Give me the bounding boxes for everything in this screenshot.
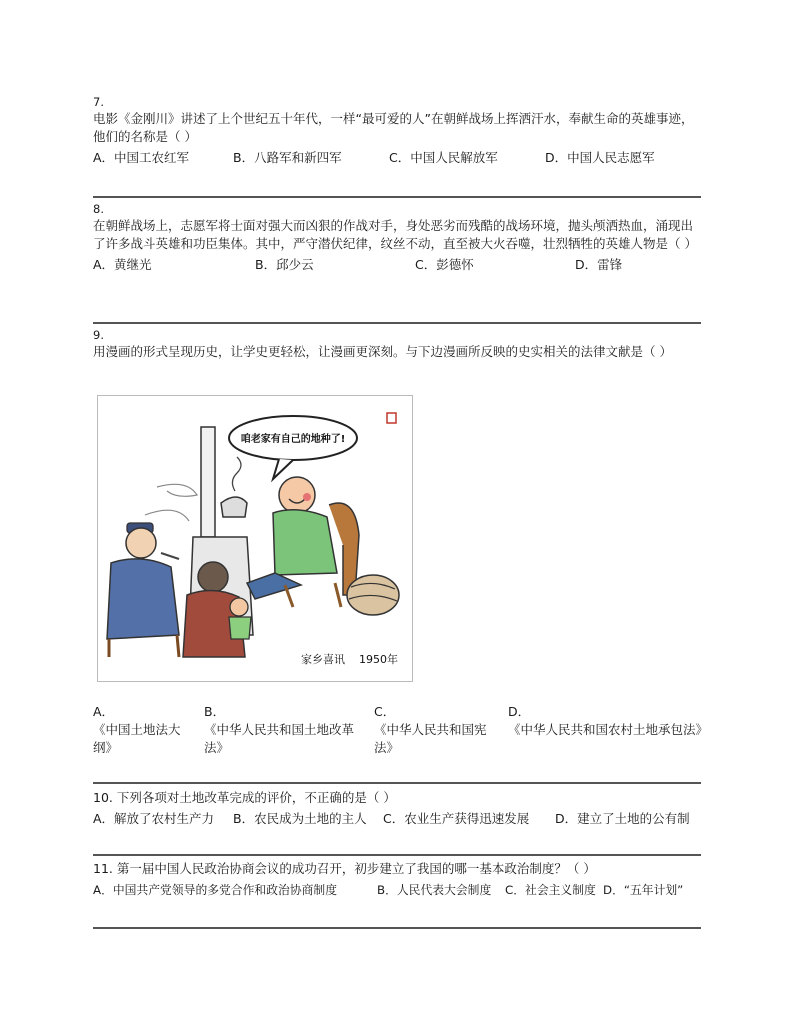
option-a[interactable]: [93, 703, 195, 757]
question-stem: 电影《金刚川》讲述了上个世纪五十年代，一样“最可爱的人”在朝鲜战场上挥洒汗水，奉献生命的英雄事迹，他们的名称是（ ）: [93, 111, 694, 144]
question-number: 7.: [93, 95, 104, 109]
option-c[interactable]: C．彭德怀: [415, 257, 474, 272]
option-b[interactable]: B．农民成为土地的主人: [233, 811, 367, 826]
option-c[interactable]: C．中国人民解放军: [389, 150, 498, 165]
speech-text: 咱老家有自己的地种了!: [240, 434, 346, 445]
option-d[interactable]: D．中国人民志愿军: [545, 150, 655, 165]
question-stem: 用漫画的形式呈现历史，让学史更轻松，让漫画更深刻。与下边漫画所反映的史实相关的法律文献是（ ）: [93, 344, 672, 359]
man-head: [126, 528, 156, 558]
option-text: 《中国土地法大纲》: [93, 722, 181, 755]
question-stem: 10. 下列各项对土地改革完成的评价，不正确的是（ ）: [93, 790, 396, 805]
cartoon-image: [97, 395, 413, 682]
option-d[interactable]: D．雷锋: [575, 257, 623, 272]
option-a[interactable]: A．中国共产党领导的多党合作和政治协商制度: [93, 883, 338, 897]
option-c[interactable]: C．社会主义制度: [505, 883, 596, 897]
options-row: [93, 149, 703, 167]
question-number: 9.: [93, 328, 104, 342]
farmer-jacket: [273, 510, 337, 575]
divider: [93, 927, 701, 929]
divider: [93, 196, 701, 198]
option-d[interactable]: D．“五年计划”: [603, 883, 684, 897]
question-stem: 11. 第一届中国人民政治协商会议的成功召开，初步建立了我国的哪一基本政治制度？（ ）: [93, 861, 596, 876]
cartoon-caption-year: 1950年: [359, 653, 398, 666]
option-a[interactable]: A．解放了农村生产力: [93, 811, 215, 826]
option-c[interactable]: [374, 703, 504, 757]
question-8: [93, 201, 703, 274]
option-c[interactable]: C．农业生产获得迅速发展: [383, 811, 530, 826]
option-d[interactable]: [508, 703, 709, 739]
question-stem: 在朝鲜战场上，志愿军将士面对强大而凶狠的作战对手，身处恶劣而残酷的战场环境，抛头颅洒热血，涌现出了许多战斗英雄和功臣集体。其中，严守潜伏纪律，纹丝不动，直至被大火吞噬，壮烈牺牲的英雄人物是（ ）: [93, 218, 697, 251]
option-letter: D．: [508, 704, 531, 719]
question-10: [93, 789, 703, 828]
woman-head: [198, 562, 228, 592]
child-head: [230, 598, 248, 616]
stove-pipe: [201, 427, 215, 537]
options-row: [93, 881, 703, 899]
options-row: [93, 810, 703, 828]
divider: [93, 322, 701, 324]
option-letter: B．: [204, 704, 226, 719]
question-11: [93, 860, 703, 899]
option-text: 《中华人民共和国宪法》: [374, 722, 487, 755]
option-b[interactable]: B．八路军和新四军: [233, 150, 342, 165]
question-9: [93, 327, 703, 361]
option-text: 《中华人民共和国农村土地承包法》: [508, 722, 709, 737]
child-body: [229, 617, 251, 639]
man-uniform: [107, 559, 179, 639]
option-b[interactable]: [204, 703, 370, 757]
divider: [93, 782, 701, 784]
option-a[interactable]: A．黄继光: [93, 257, 152, 272]
question-number: 8.: [93, 202, 104, 216]
option-text: 《中华人民共和国土地改革法》: [204, 722, 355, 755]
options-row: [93, 256, 703, 274]
kettle: [221, 497, 247, 517]
option-a[interactable]: A．中国工农红军: [93, 150, 190, 165]
option-letter: C．: [374, 704, 396, 719]
question-7: [93, 94, 703, 167]
divider: [93, 854, 701, 856]
option-b[interactable]: B．邱少云: [255, 257, 314, 272]
farmer-cheek: [303, 493, 311, 501]
option-letter: A．: [93, 704, 115, 719]
option-d[interactable]: D．建立了土地的公有制: [555, 811, 690, 826]
cartoon-caption-title: 家乡喜讯: [301, 653, 345, 666]
option-b[interactable]: B．人民代表大会制度: [377, 883, 492, 897]
